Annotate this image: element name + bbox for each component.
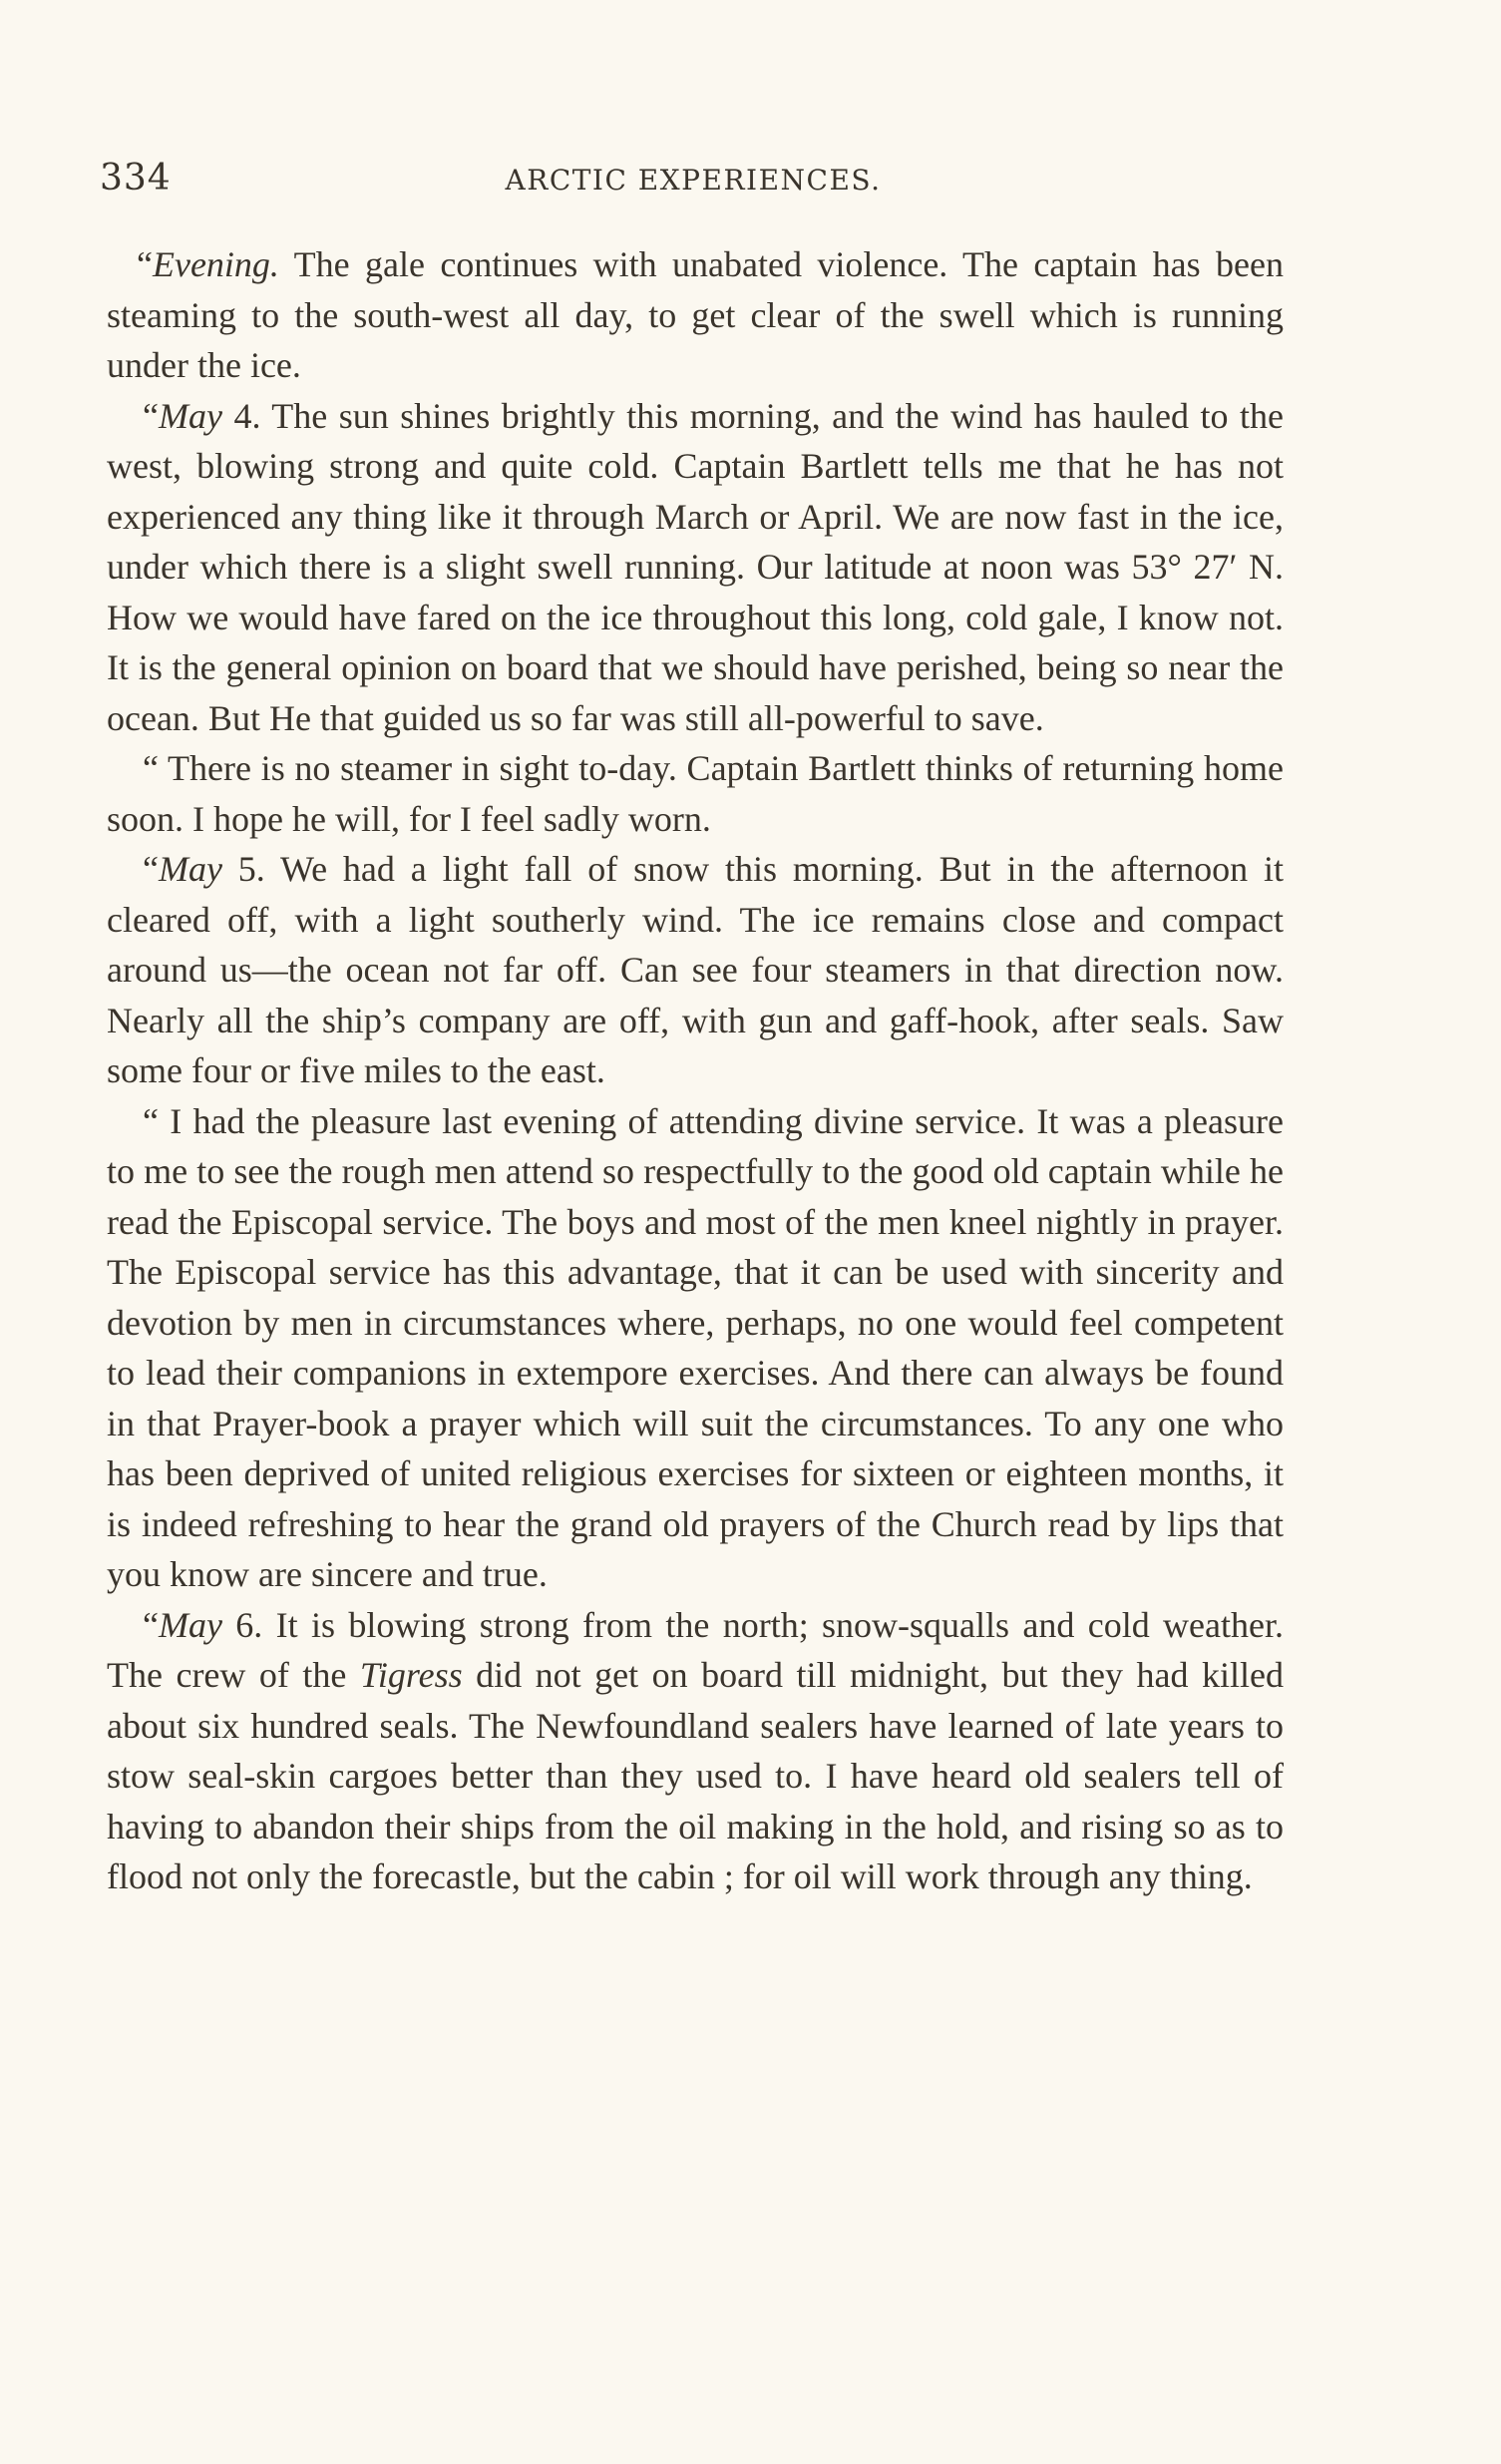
paragraph-may-6 <box>107 1600 1284 1902</box>
paragraph-may-5 <box>107 844 1284 1096</box>
paragraph-text: 5. We had a light fall of snow this morning. But in the afternoon it cleared off, with a light southerly wind. The ice remains close and compact around us—the ocean not far off. Can see four steamers in that direction now. Nearly all the ship’s company are off, with gun and gaff-hook, after seals. Saw some four or five miles to the east. <box>107 849 1284 1090</box>
paragraph-divine-service <box>107 1096 1284 1600</box>
paragraph-text: The gale continues with unabated violence. The captain has been steaming to the south-west all day, to get clear of the swell which is running under the ice. <box>107 244 1284 385</box>
paragraph-evening <box>107 239 1284 391</box>
paragraph-may-4 <box>107 391 1284 744</box>
running-title: ARCTIC EXPERIENCES. <box>505 164 882 197</box>
page-header <box>100 158 1287 207</box>
open-quote: “ <box>143 395 159 436</box>
paragraph-text: “ There is no steamer in sight to-day. Captain Bartlett thinks of returning home soon. I hope he will, for I feel sadly worn. <box>107 748 1284 839</box>
entry-heading: Evening. <box>152 244 279 284</box>
paragraph-text: “ I had the pleasure last evening of attending divine service. It was a pleasure to me to see the rough men attend so respectfully to the good old captain while he read the Episcopal service. The boys and most of the men kneel nightly in prayer. The Episcopal service has this advantage, that it can be used with sincerity and devotion by men in circumstances where, perhaps, no one would feel competent to lead their companions in extempore exercises. And there can always be found in that Prayer-book a prayer which will suit the circumstances. To any one who has been deprived of united religious exercises for sixteen or eighteen months, it is indeed refreshing to hear the grand old prayers of the Church read by lips that you know are sincere and true. <box>107 1100 1284 1594</box>
ship-name: Tigress <box>359 1655 463 1695</box>
entry-heading: May <box>158 1604 222 1645</box>
paragraph-text: 4. The sun shines brightly this morning, and the wind has hauled to the west, blowing strong and quite cold. Captain Bartlett tells me that he has not experienced any thing like it through March or April. We are now fast in the ice, under which there is a slight swell running. Our latitude at noon was 53° 27′ N. How we would have fared on the ice throughout this long, cold gale, I know not. It is the general opinion on board that we should have perished, being so near the ocean. But He that guided us so far was still all-powerful to save. <box>107 395 1284 738</box>
open-quote: “ <box>137 244 153 284</box>
page-number: 334 <box>100 158 172 199</box>
open-quote: “ <box>143 1604 159 1645</box>
entry-heading: May <box>158 849 222 889</box>
paragraph-no-steamer <box>107 743 1284 844</box>
open-quote: “ <box>143 849 159 889</box>
body-text <box>107 239 1284 1902</box>
paragraph-text-continued: did not get on board till midnight, but they had killed about six hundred seals. The Newfoundland sealers have learned of late years to stow seal-skin cargoes better than they used to. I have heard old sealers tell of having to abandon their ships from the oil making in the hold, and rising so as to flood not only the forecastle, but the cabin ; for oil will work through any thing. <box>107 1655 1284 1896</box>
entry-heading: May <box>158 395 222 436</box>
paragraph-text: 6. It is blowing strong from the north; snow-squalls and cold weather. The crew of the <box>107 1604 1284 1695</box>
